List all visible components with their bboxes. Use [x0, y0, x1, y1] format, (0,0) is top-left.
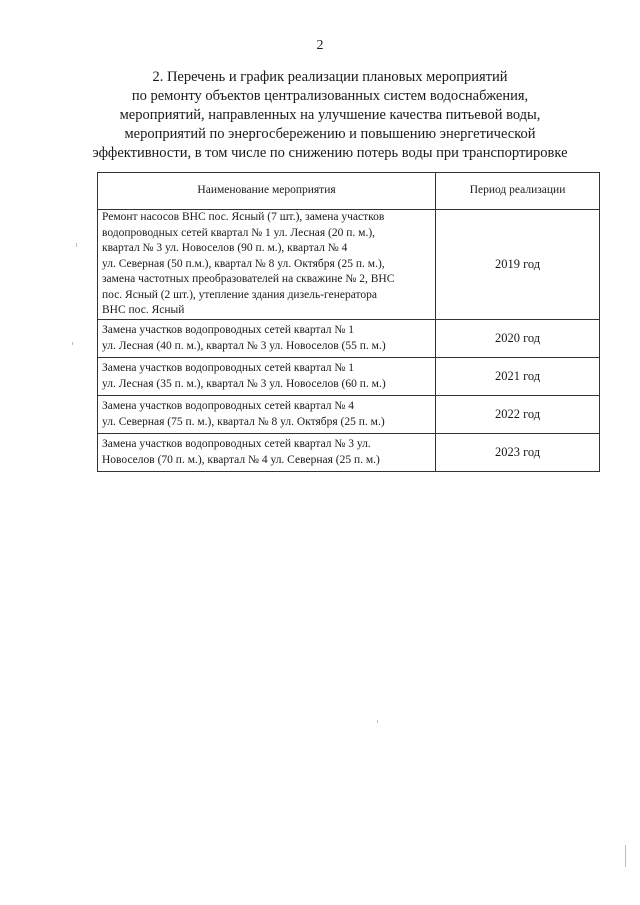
- table-row: [98, 434, 600, 472]
- description-line: Замена участков водопроводных сетей квартал № 3 ул.: [102, 438, 371, 450]
- description-line: замена частотных преобразователей на скважине № 2, ВНС: [102, 273, 395, 286]
- table-row: [98, 358, 600, 396]
- activity-period: 2023 год: [436, 434, 600, 472]
- activity-period: 2020 год: [436, 320, 600, 358]
- description-line: ул. Северная (50 п.м.), квартал № 8 ул. Октября (25 п. м.),: [102, 257, 385, 270]
- description-line: Замена участков водопроводных сетей квартал № 1: [102, 362, 355, 374]
- activity-description: [98, 434, 436, 472]
- column-header-name: Наименование мероприятия: [98, 173, 436, 210]
- activities-table: [97, 172, 600, 472]
- page-number: 2: [316, 38, 324, 53]
- table-row: [98, 210, 600, 320]
- description-line: Замена участков водопроводных сетей квартал № 1: [102, 324, 355, 336]
- description-line: Замена участков водопроводных сетей квартал № 4: [102, 400, 355, 412]
- activity-description: [98, 358, 436, 396]
- heading-line: мероприятий, направленных на улучшение качества питьевой воды,: [119, 107, 541, 123]
- activity-period: 2019 год: [436, 210, 600, 320]
- description-line: ул. Лесная (35 п. м.), квартал № 3 ул. Новоселов (60 п. м.): [102, 377, 386, 390]
- description-line: ВНС пос. Ясный: [102, 304, 185, 317]
- heading-line: по ремонту объектов централизованных систем водоснабжения,: [131, 88, 529, 104]
- activity-description: [98, 210, 436, 320]
- scan-speck: [76, 243, 77, 247]
- activity-period: 2022 год: [436, 396, 600, 434]
- description-line: ул. Лесная (40 п. м.), квартал № 3 ул. Новоселов (55 п. м.): [102, 339, 386, 352]
- description-line: квартал № 3 ул. Новоселов (90 п. м.), квартал № 4: [102, 242, 348, 255]
- activity-period: 2021 год: [436, 358, 600, 396]
- description-line: ул. Северная (75 п. м.), квартал № 8 ул. Октября (25 п. м.): [102, 415, 385, 428]
- description-line: пос. Ясный (2 шт.), утепление здания дизель-генератора: [102, 288, 378, 301]
- scan-speck: [377, 720, 378, 723]
- table-header-row: [98, 173, 600, 210]
- column-header-period: Период реализации: [436, 173, 600, 210]
- heading-line: эффективности, в том числе по снижению потерь воды при транспортировке: [92, 145, 568, 161]
- table-row: [98, 396, 600, 434]
- scan-speck: [625, 845, 626, 867]
- scan-speck: [72, 342, 73, 345]
- heading-line: 2. Перечень и график реализации плановых мероприятий: [152, 69, 508, 85]
- description-line: Ремонт насосов ВНС пос. Ясный (7 шт.), замена участков: [102, 211, 385, 224]
- description-line: Новоселов (70 п. м.), квартал № 4 ул. Северная (25 п. м.): [102, 453, 380, 466]
- heading-line: мероприятий по энергосбережению и повышению энергетической: [124, 126, 536, 142]
- description-line: водопроводных сетей квартал № 1 ул. Лесная (20 п. м.),: [102, 226, 376, 239]
- table-row: [98, 320, 600, 358]
- activity-description: [98, 320, 436, 358]
- activity-description: [98, 396, 436, 434]
- section-heading: [60, 68, 600, 163]
